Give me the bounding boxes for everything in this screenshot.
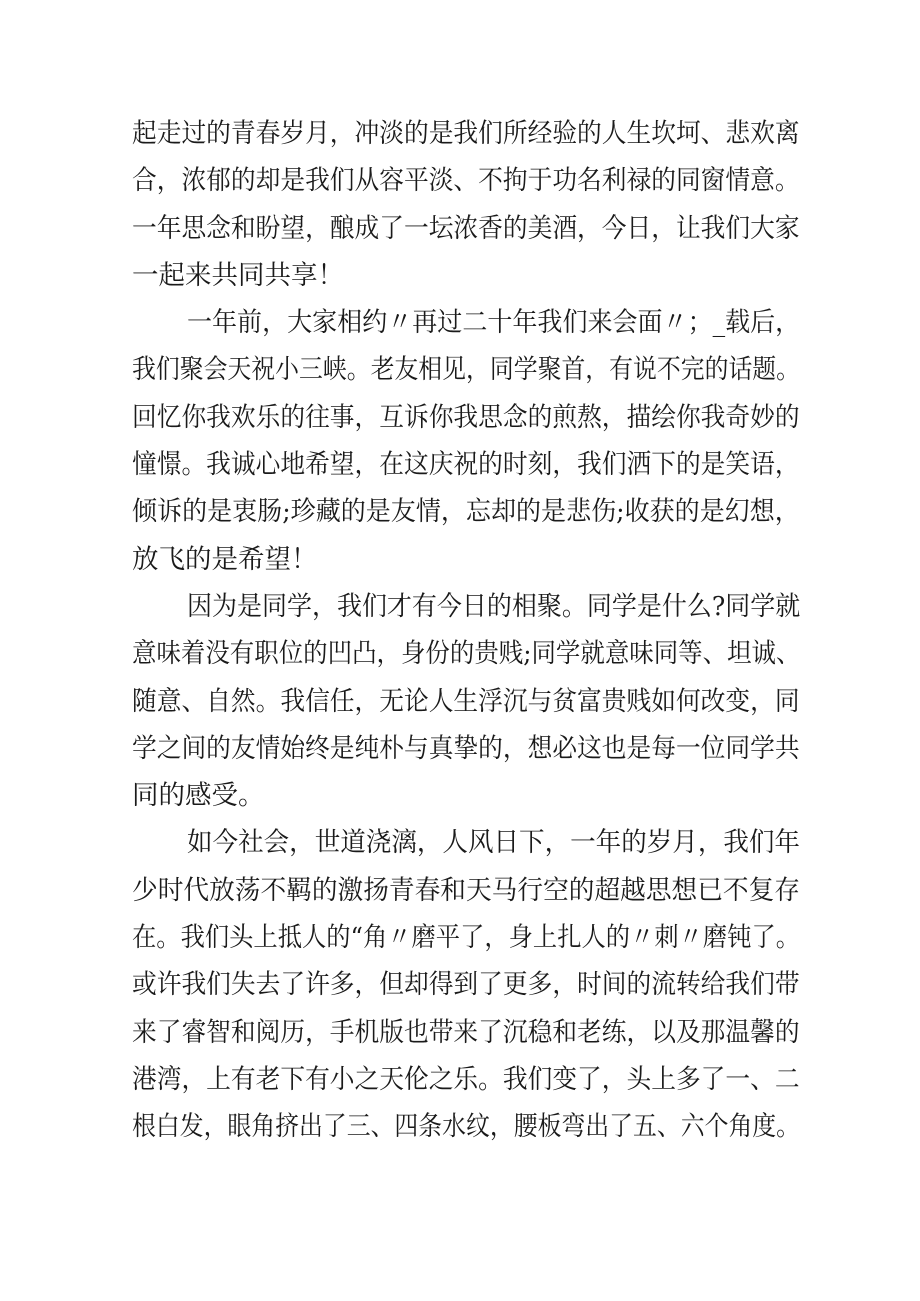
text-line: 一起来共同共享！ xyxy=(132,259,344,291)
text-line: 我们聚会天祝小三峡。老友相见，同学聚首，有说不完的话题。 xyxy=(132,354,801,386)
text-line: 少时代放荡不羁的激扬青春和天马行空的超越思想已不复存 xyxy=(132,874,800,906)
text-line: 合，浓郁的却是我们从容平淡、不拘于功名利禄的同窗情意。 xyxy=(132,165,800,197)
text-line: 倾诉的是衷肠;珍藏的是友情，忘却的是悲伤;收获的是幻想， xyxy=(132,496,800,528)
paragraph-first-line: 一年前，大家相约〃再过二十年我们来会面〃；_载后， xyxy=(187,307,801,339)
text-line: 来了睿智和阅历，手机版也带来了沉稳和老练，以及那温馨的 xyxy=(132,1016,800,1048)
paragraph-first-line: 如今社会，世道浇漓，人风日下，一年的岁月，我们年 xyxy=(187,827,800,859)
text-line: 在。我们头上抵人的“角〃磨平了，身上扎人的〃刺〃磨钝了。 xyxy=(132,922,801,954)
text-line: 根白发，眼角挤出了三、四条水纹，腰板弯出了五、六个角度。 xyxy=(132,1111,801,1143)
text-line: 放飞的是希望！ xyxy=(132,543,318,575)
text-line: 回忆你我欢乐的往事，互诉你我思念的煎熬，描绘你我奇妙的 xyxy=(132,401,800,433)
text-line: 随意、自然。我信任，无论人生浮沉与贫富贵贱如何改变，同 xyxy=(132,685,800,717)
body-text xyxy=(132,110,800,1151)
text-line: 憧憬。我诚心地希望，在这庆祝的时刻，我们洒下的是笑语， xyxy=(132,449,800,481)
text-line: 港湾，上有老下有小之天伦之乐。我们变了，头上多了一、二 xyxy=(132,1063,800,1095)
text-line: 或许我们失去了许多，但却得到了更多，时间的流转给我们带 xyxy=(132,969,800,1001)
text-line: 意味着没有职位的凹凸，身份的贵贱;同学就意味同等、坦诚、 xyxy=(132,638,801,670)
text-line: 同的感受。 xyxy=(132,780,265,812)
text-line: 学之间的友情始终是纯朴与真挚的，想必这也是每一位同学共 xyxy=(132,732,800,764)
paragraph-first-line: 因为是同学，我们才有今日的相聚。同学是什么?同学就 xyxy=(187,590,801,622)
text-line: 起走过的青春岁月，冲淡的是我们所经验的人生坎坷、悲欢离 xyxy=(132,118,800,149)
text-line: 一年思念和盼望，酿成了一坛浓香的美酒，今日，让我们大家 xyxy=(132,212,800,244)
